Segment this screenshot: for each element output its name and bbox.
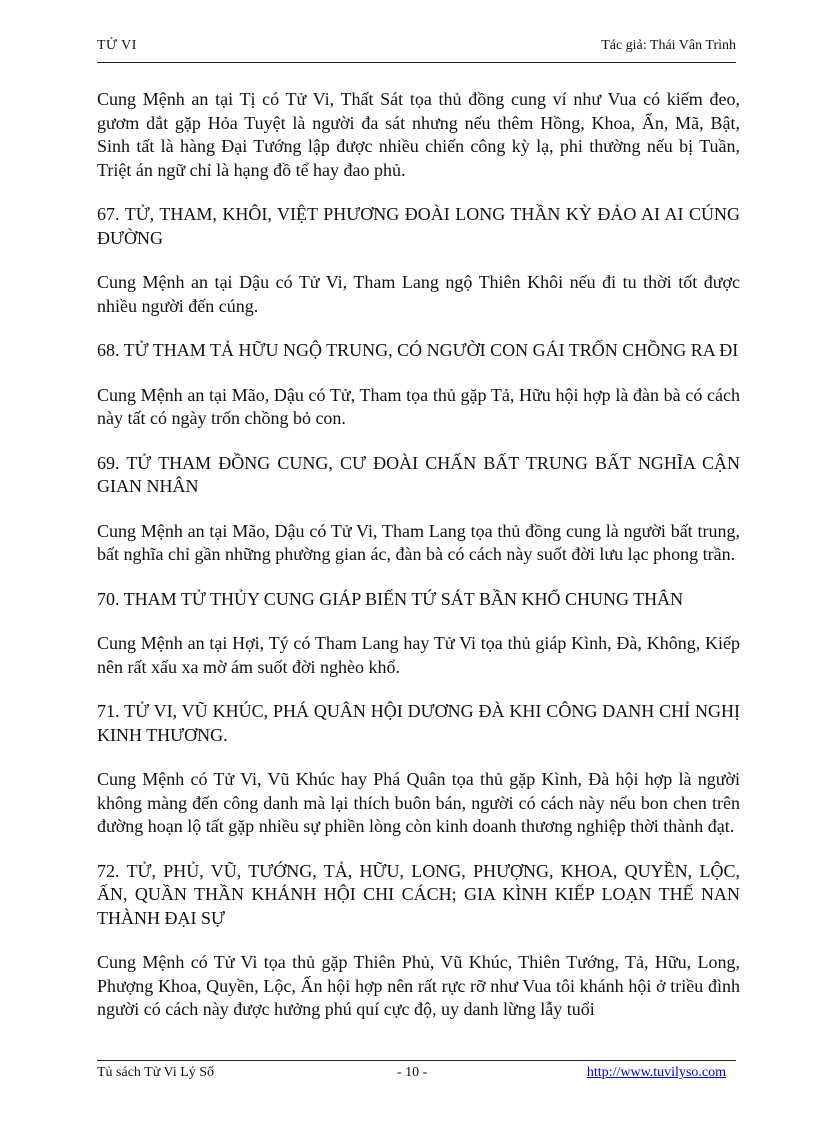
page-number: - 10 - bbox=[397, 1065, 428, 1080]
page-footer bbox=[97, 1060, 736, 1083]
paragraph: Cung Mệnh an tại Tị có Tử Vi, Thất Sát tọa thủ đồng cung ví như Vua có kiếm đeo, gươm dắt gặp Hỏa Tuyệt là người đa sát nhưng nếu thêm Hồng, Khoa, Ấn, Mã, Bật, Sinh tất là hàng Đại Tướng lập được nhiều chiến công kỳ lạ, phi thường nếu bị Tuần, Triệt án ngữ chỉ là hạng đồ tể hay đao phủ. bbox=[97, 89, 740, 180]
section-heading: 67. TỬ, THAM, KHÔI, VIỆT PHƯƠNG ĐOÀI LONG THẦN KỲ ĐẢO AI AI CÚNG ĐƯỜNG bbox=[97, 204, 740, 248]
section-heading: 72. TỬ, PHỦ, VŨ, TƯỚNG, TẢ, HỮU, LONG, PHƯỢNG, KHOA, QUYỀN, LỘC, ẤN, QUẦN THẦN KHÁNH HỘI CHI CÁCH; GIA KÌNH KIẾP LOẠN THẾ NAN THÀNH ĐẠI SỰ bbox=[97, 860, 740, 928]
footer-series: Tủ sách Tử Vi Lý Số bbox=[97, 1065, 215, 1080]
paragraph: Cung Mệnh an tại Hợi, Tý có Tham Lang hay Tử Vi tọa thủ giáp Kình, Đà, Không, Kiếp nên rất xấu xa mờ ám suốt đời nghèo khổ. bbox=[97, 633, 740, 677]
section-heading: 69. TỬ THAM ĐỒNG CUNG, CƯ ĐOÀI CHẤN BẤT TRUNG BẤT NGHĨA CẬN GIAN NHÂN bbox=[97, 452, 740, 496]
section-heading: 70. THAM TỬ THỦY CUNG GIÁP BIẾN TỨ SÁT BẦN KHỔ CHUNG THÂN bbox=[97, 588, 684, 609]
paragraph: Cung Mệnh có Tử Vi tọa thủ gặp Thiên Phủ, Vũ Khúc, Thiên Tướng, Tả, Hữu, Long, Phượng Khoa, Quyền, Lộc, Ấn hội hợp nên rất rực rỡ như Vua tôi khánh hội ở triều đình người có cách này được hưởng phú quí cực độ, uy danh lừng lẫy tuổi bbox=[97, 952, 740, 1019]
page-header bbox=[97, 34, 736, 63]
header-author: Tác giả: Thái Vân Trình bbox=[601, 38, 736, 53]
paragraph: Cung Mệnh an tại Mão, Dậu có Tử Vi, Tham Lang tọa thủ đồng cung là người bất trung, bất nghĩa chỉ gần những phường gian ác, đàn bà có cách này suốt đời lưu lạc phong trần. bbox=[97, 520, 740, 564]
paragraph: Cung Mệnh an tại Dậu có Tử Vi, Tham Lang ngộ Thiên Khôi nếu đi tu thời tốt được nhiều người đến cúng. bbox=[97, 272, 740, 316]
website-link[interactable]: http://www.tuvilyso.com bbox=[586, 1065, 726, 1080]
section-heading: 68. TỬ THAM TẢ HỮU NGỘ TRUNG, CÓ NGƯỜI CON GÁI TRỐN CHỒNG RA ĐI bbox=[97, 340, 739, 360]
header-title: TỬ VI bbox=[97, 38, 137, 53]
document-body bbox=[97, 88, 740, 1043]
paragraph: Cung Mệnh có Tử Vi, Vũ Khúc hay Phá Quân tọa thủ gặp Kình, Đà hội hợp là người không màng đến công danh mà lại thích buôn bán, người có cách này nếu bon chen trên đường hoạn lộ tất gặp nhiều sự phiền lòng còn kinh doanh thương nghiệp thời thành đạt. bbox=[97, 769, 740, 836]
section-heading: 71. TỬ VI, VŨ KHÚC, PHÁ QUÂN HỘI DƯƠNG ĐÀ KHI CÔNG DANH CHỈ NGHỊ KINH THƯƠNG. bbox=[97, 701, 740, 745]
paragraph: Cung Mệnh an tại Mão, Dậu có Tử, Tham tọa thủ gặp Tả, Hữu hội hợp là đàn bà có cách này tất có ngày trốn chồng bỏ con. bbox=[97, 384, 740, 428]
